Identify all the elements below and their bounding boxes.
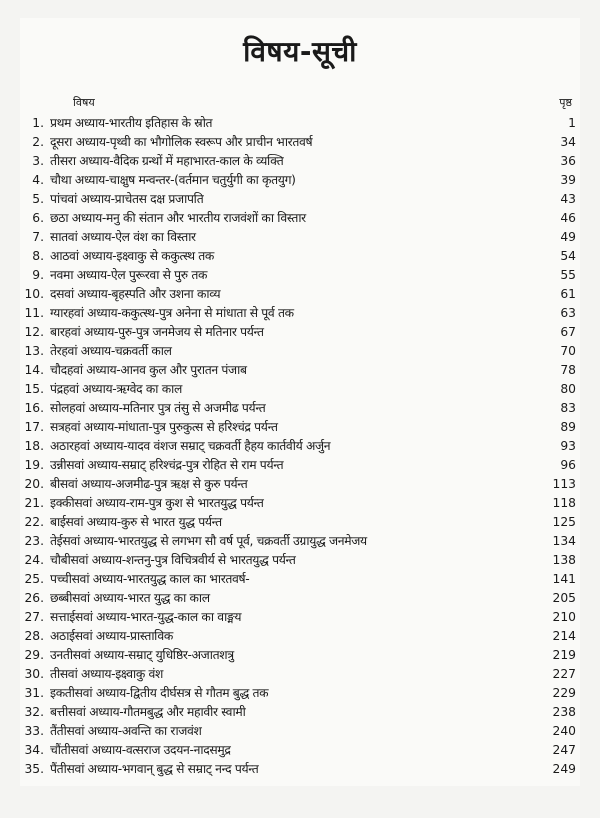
entry-number: 33.: [24, 724, 44, 738]
entry-title: सत्ताईसवां अध्याय-भारत-युद्ध-काल का वाङ्मय: [50, 610, 242, 624]
entry-page-number: 63: [560, 306, 576, 320]
toc-entry: [20, 304, 580, 323]
entry-page-number: 249: [552, 762, 576, 776]
toc-entry: [20, 190, 580, 209]
entry-title: दसवां अध्याय-बृहस्पति और उशना काव्य: [50, 287, 221, 301]
entry-title: पांचवां अध्याय-प्राचेतस दक्ष प्रजापति: [50, 192, 204, 206]
toc-entry: [20, 684, 580, 703]
toc-entry: [20, 760, 580, 779]
entry-title: बाईसवां अध्याय-कुरु से भारत युद्ध पर्यन्त: [50, 515, 222, 529]
entry-page-number: 219: [552, 648, 576, 662]
toc-entry: [20, 266, 580, 285]
entry-number: 12.: [24, 325, 44, 339]
toc-entry: [20, 456, 580, 475]
entry-page-number: 240: [552, 724, 576, 738]
toc-entry: [20, 627, 580, 646]
entry-page-number: 89: [560, 420, 576, 434]
toc-entry: [20, 152, 580, 171]
toc-entry: [20, 475, 580, 494]
entry-number: 24.: [24, 553, 44, 567]
entry-title: सोलहवां अध्याय-मतिनार पुत्र तंसु से अजमीढ पर्यन्त: [50, 401, 266, 415]
toc-entry: [20, 418, 580, 437]
entry-page-number: 247: [552, 743, 576, 757]
toc-entry: [20, 646, 580, 665]
toc-entry: [20, 114, 580, 133]
entry-page-number: 67: [560, 325, 576, 339]
entry-page-number: 83: [560, 401, 576, 415]
entry-number: 29.: [24, 648, 44, 662]
toc-entry: [20, 532, 580, 551]
entry-number: 21.: [24, 496, 44, 510]
entry-title: पंद्रहवां अध्याय-ऋग्वेद का काल: [50, 382, 182, 396]
entry-page-number: 227: [552, 667, 576, 681]
entry-number: 20.: [24, 477, 44, 491]
entry-title: तीसरा अध्याय-वैदिक ग्रन्थों में महाभारत-काल के व्यक्ति: [50, 154, 284, 168]
entry-number: 10.: [24, 287, 44, 301]
entry-title: इक्कीसवां अध्याय-राम-पुत्र कुश से भारतयुद्ध पर्यन्त: [50, 496, 264, 510]
toc-entry: [20, 133, 580, 152]
toc-entry: [20, 722, 580, 741]
entry-page-number: 1: [568, 116, 576, 130]
toc-entry: [20, 171, 580, 190]
entry-number: 6.: [32, 211, 44, 225]
entry-title: सत्रहवां अध्याय-मांधाता-पुत्र पुरुकुत्स से हरिश्चंद्र पर्यन्त: [50, 420, 278, 434]
entry-title: तेईसवां अध्याय-भारतयुद्ध से लगभग सौ वर्ष पूर्व, चक्रवर्ती उग्रायुद्ध जनमेजय: [50, 534, 367, 548]
entry-page-number: 229: [552, 686, 576, 700]
toc-entry: [20, 703, 580, 722]
entry-number: 8.: [32, 249, 44, 263]
entry-page-number: 134: [552, 534, 576, 548]
entry-number: 35.: [24, 762, 44, 776]
toc-entry: [20, 570, 580, 589]
entry-number: 11.: [24, 306, 44, 320]
entry-page-number: 39: [560, 173, 576, 187]
subject-column-header: विषय: [73, 96, 95, 109]
entry-number: 34.: [24, 743, 44, 757]
entry-title: ग्यारहवां अध्याय-ककुत्स्थ-पुत्र अनेना से मांधाता से पूर्व तक: [50, 306, 294, 320]
entry-number: 23.: [24, 534, 44, 548]
entry-page-number: 54: [560, 249, 576, 263]
entry-page-number: 141: [552, 572, 576, 586]
toc-entry: [20, 399, 580, 418]
entry-page-number: 36: [560, 154, 576, 168]
entry-title: सातवां अध्याय-ऐल वंश का विस्तार: [50, 230, 196, 244]
entry-number: 30.: [24, 667, 44, 681]
entry-page-number: 113: [552, 477, 576, 491]
toc-entry: [20, 209, 580, 228]
entry-title: उनतीसवां अध्याय-सम्राट् युधिष्ठिर-अजातशत्रु: [50, 648, 234, 662]
toc-entry: [20, 437, 580, 456]
entry-title: चौथा अध्याय-चाक्षुष मन्वन्तर-(वर्तमान चतुर्युगी का कृतयुग): [50, 173, 296, 187]
entry-title: तैंतीसवां अध्याय-अवन्ति का राजवंश: [50, 724, 202, 738]
entry-number: 14.: [24, 363, 44, 377]
entry-number: 16.: [24, 401, 44, 415]
entry-title: छब्बीसवां अध्याय-भारत युद्ध का काल: [50, 591, 210, 605]
toc-entry: [20, 342, 580, 361]
entry-number: 5.: [32, 192, 44, 206]
toc-entry: [20, 589, 580, 608]
entry-number: 25.: [24, 572, 44, 586]
entry-number: 2.: [32, 135, 44, 149]
entry-page-number: 96: [560, 458, 576, 472]
entry-page-number: 46: [560, 211, 576, 225]
entry-number: 26.: [24, 591, 44, 605]
entry-number: 19.: [24, 458, 44, 472]
page-title: विषय-सूची: [243, 35, 357, 68]
entry-page-number: 78: [560, 363, 576, 377]
toc-entry: [20, 551, 580, 570]
entry-number: 31.: [24, 686, 44, 700]
entry-number: 9.: [32, 268, 44, 282]
entry-number: 32.: [24, 705, 44, 719]
entry-page-number: 55: [560, 268, 576, 282]
toc-entry: [20, 513, 580, 532]
entry-title: अठारहवां अध्याय-यादव वंशज सम्राट् चक्रवर्ती हैहय कार्तवीर्य अर्जुन: [50, 439, 331, 453]
entry-page-number: 205: [552, 591, 576, 605]
entry-number: 4.: [32, 173, 44, 187]
entry-title: दूसरा अध्याय-पृथ्वी का भौगोलिक स्वरूप और प्राचीन भारतवर्ष: [50, 135, 313, 149]
toc-entry: [20, 608, 580, 627]
entry-page-number: 43: [560, 192, 576, 206]
toc-entry: [20, 247, 580, 266]
entry-title: आठवां अध्याय-इक्ष्वाकु से ककुत्स्थ तक: [50, 249, 215, 263]
entry-number: 1.: [32, 116, 44, 130]
entry-title: चौंतीसवां अध्याय-वत्सराज उदयन-नादसमुद्र: [50, 743, 231, 757]
entry-title: उन्नीसवां अध्याय-सम्राट् हरिश्चंद्र-पुत्र रोहित से राम पर्यन्त: [50, 458, 284, 472]
entry-page-number: 34: [560, 135, 576, 149]
entry-title: बारहवां अध्याय-पुरु-पुत्र जनमेजय से मतिनार पर्यन्त: [50, 325, 264, 339]
toc-entry: [20, 494, 580, 513]
entry-title: इकतीसवां अध्याय-द्वितीय दीर्घसत्र से गौतम बुद्ध तक: [50, 686, 269, 700]
entry-page-number: 214: [552, 629, 576, 643]
entry-page-number: 125: [552, 515, 576, 529]
entry-page-number: 70: [560, 344, 576, 358]
table-of-contents: [20, 114, 580, 779]
entry-number: 7.: [32, 230, 44, 244]
entry-title: तेरहवां अध्याय-चक्रवर्ती काल: [50, 344, 172, 358]
entry-page-number: 138: [552, 553, 576, 567]
entry-title: अठाईसवां अध्याय-प्रास्ताविक: [50, 629, 173, 643]
toc-entry: [20, 228, 580, 247]
page-column-header: पृष्ठ: [559, 96, 572, 109]
entry-title: प्रथम अध्याय-भारतीय इतिहास के स्रोत: [50, 116, 213, 130]
toc-entry: [20, 323, 580, 342]
entry-page-number: 93: [560, 439, 576, 453]
toc-entry: [20, 380, 580, 399]
entry-number: 22.: [24, 515, 44, 529]
entry-number: 17.: [24, 420, 44, 434]
entry-number: 3.: [32, 154, 44, 168]
toc-entry: [20, 285, 580, 304]
entry-title: तीसवां अध्याय-इक्ष्वाकु वंश: [50, 667, 164, 681]
entry-number: 18.: [24, 439, 44, 453]
entry-title: बीसवां अध्याय-अजमीढ-पुत्र ऋक्ष से कुरु पर्यन्त: [50, 477, 248, 491]
entry-number: 28.: [24, 629, 44, 643]
entry-page-number: 61: [560, 287, 576, 301]
entry-page-number: 238: [552, 705, 576, 719]
entry-page-number: 118: [552, 496, 576, 510]
entry-number: 15.: [24, 382, 44, 396]
toc-entry: [20, 361, 580, 380]
entry-page-number: 80: [560, 382, 576, 396]
entry-page-number: 49: [560, 230, 576, 244]
entry-title: नवमा अध्याय-ऐल पुरूरवा से पुरु तक: [50, 268, 208, 282]
entry-title: पच्चीसवां अध्याय-भारतयुद्ध काल का भारतवर्ष-: [50, 572, 250, 586]
entry-title: पैंतीसवां अध्याय-भगवान् बुद्ध से सम्राट् नन्द पर्यन्त: [50, 762, 259, 776]
entry-page-number: 210: [552, 610, 576, 624]
entry-number: 27.: [24, 610, 44, 624]
entry-title: छठा अध्याय-मनु की संतान और भारतीय राजवंशों का विस्तार: [50, 211, 306, 225]
entry-title: चौदहवां अध्याय-आनव कुल और पुरातन पंजाब: [50, 363, 247, 377]
contents-page: [20, 18, 580, 786]
entry-number: 13.: [24, 344, 44, 358]
toc-entry: [20, 741, 580, 760]
toc-entry: [20, 665, 580, 684]
entry-title: चौबीसवां अध्याय-शन्तनु-पुत्र विचित्रवीर्य से भारतयुद्ध पर्यन्त: [50, 553, 296, 567]
entry-title: बत्तीसवां अध्याय-गौतमबुद्ध और महावीर स्वामी: [50, 705, 246, 719]
